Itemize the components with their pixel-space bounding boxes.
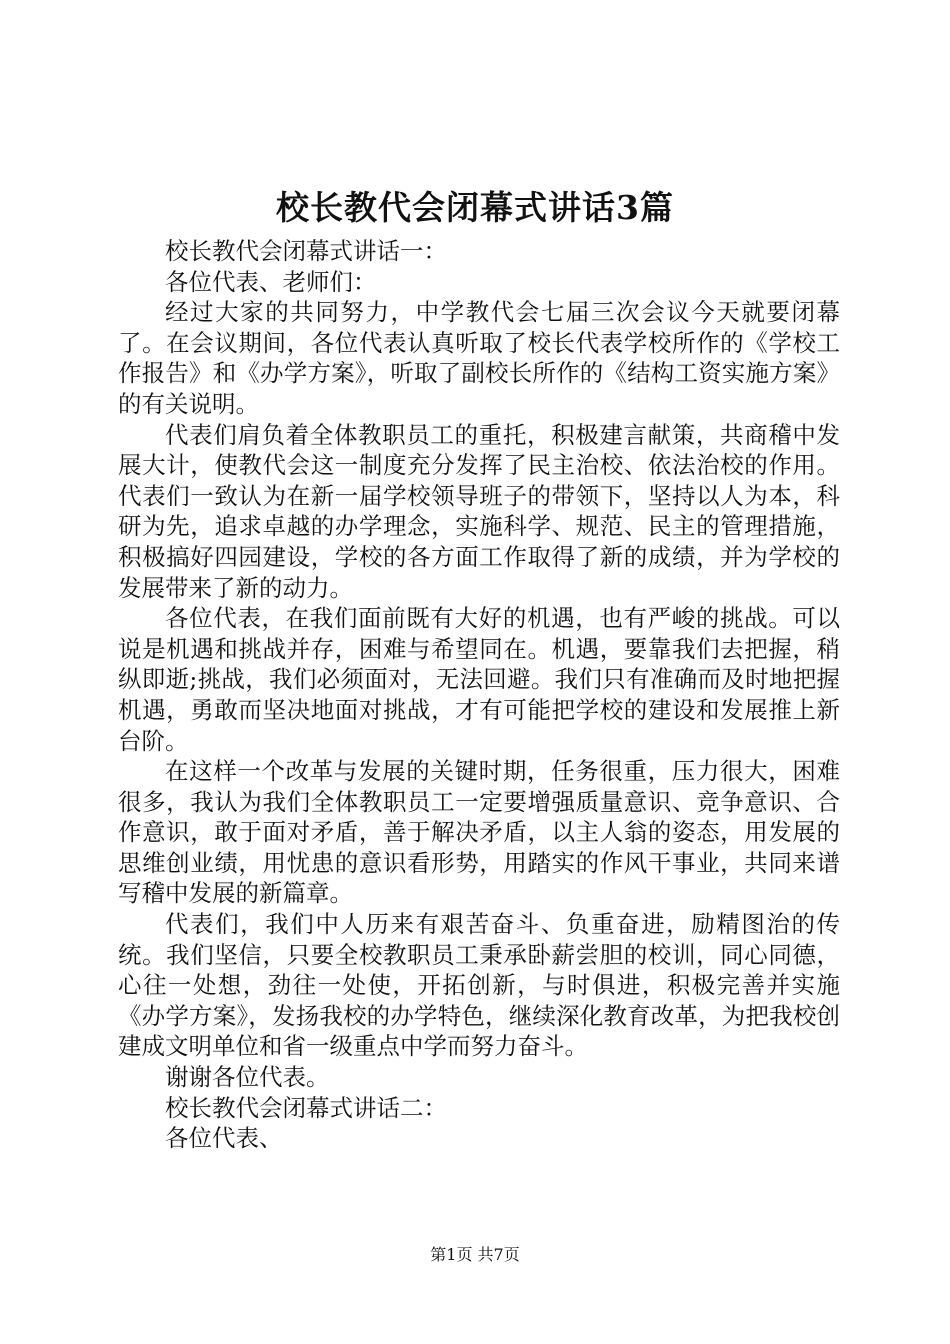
page-footer: 第1页 共7页 xyxy=(430,1245,520,1264)
paragraph: 校长教代会闭幕式讲话二： xyxy=(165,1093,447,1122)
document-body xyxy=(118,236,840,1154)
paragraph: 校长教代会闭幕式讲话一： xyxy=(165,237,447,265)
paragraph: 各位代表、老师们： xyxy=(165,267,377,296)
paragraph: 经过大家的共同努力，中学教代会七届三次会议今天就要闭幕了。在会议期间，各位代表认真听取了校长代表学校所作的《学校工作报告》和《办学方案》，听取了副校长所作的《结构工资实施方案》的有关说明。 xyxy=(118,298,840,418)
document-title: 校长教代会闭幕式讲话3篇 xyxy=(276,188,674,227)
paragraph: 谢谢各位代表。 xyxy=(165,1063,330,1092)
paragraph: 在这样一个改革与发展的关键时期，任务很重，压力很大，困难很多，我认为我们全体教职员工一定要增强质量意识、竞争意识、合作意识，敢于面对矛盾，善于解决矛盾，以主人翁的姿态，用发展的思维创业绩，用忧患的意识看形势，用踏实的作风干事业，共同来谱写稽中发展的新篇章。 xyxy=(118,757,840,908)
paragraph: 代表们肩负着全体教职员工的重托，积极建言献策，共商稽中发展大计，使教代会这一制度充分发挥了民主治校、依法治校的作用。代表们一致认为在新一届学校领导班子的带领下，坚持以人为本，科研为先，追求卓越的办学理念，实施科学、规范、民主的管理措施，积极搞好四园建设，学校的各方面工作取得了新的成绩，并为学校的发展带来了新的动力。 xyxy=(118,420,840,602)
paragraph: 各位代表，在我们面前既有大好的机遇，也有严峻的挑战。可以说是机遇和挑战并存，困难与希望同在。机遇，要靠我们去把握，稍纵即逝;挑战，我们必须面对，无法回避。我们只有准确而及时地把握机遇，勇敢而坚决地面对挑战，才有可能把学校的建设和发展推上新台阶。 xyxy=(118,604,840,755)
paragraph: 代表们，我们中人历来有艰苦奋斗、负重奋进，励精图治的传统。我们坚信，只要全校教职员工秉承卧薪尝胆的校训，同心同德，心往一处想，劲往一处使，开拓创新，与时俱进，积极完善并实施《办学方案》，发扬我校的办学特色，继续深化教育改革，为把我校创建成文明单位和省一级重点中学而努力奋斗。 xyxy=(118,910,840,1061)
paragraph: 各位代表、 xyxy=(165,1124,283,1153)
